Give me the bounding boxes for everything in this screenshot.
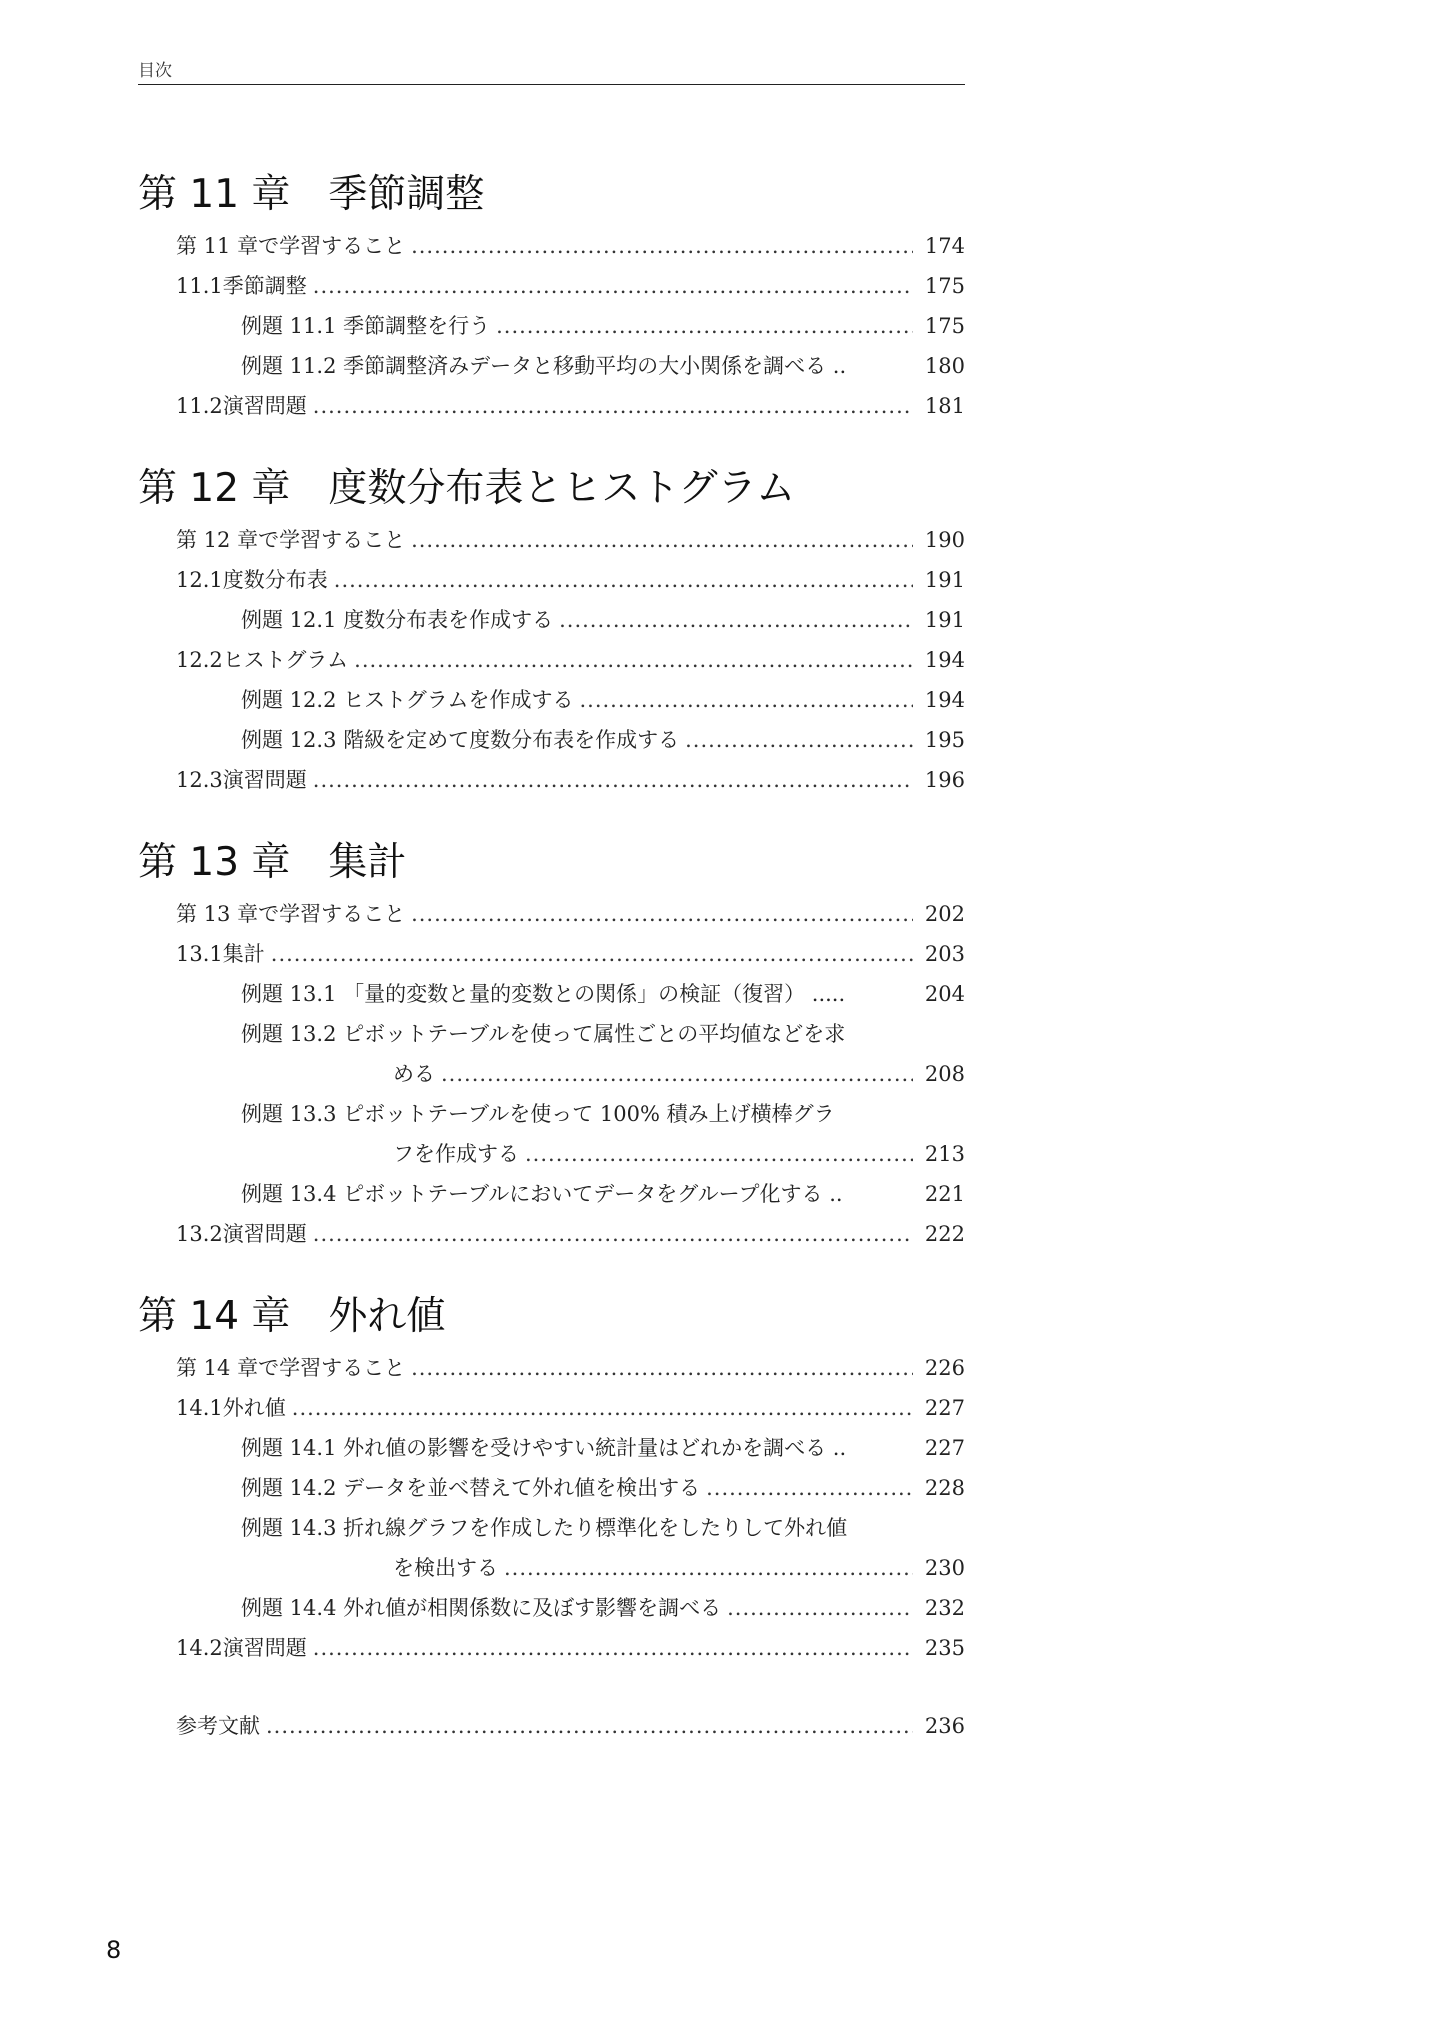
entry-page: 226 [924, 1356, 965, 1380]
toc-entry[interactable] [138, 1214, 965, 1254]
toc-entry[interactable] [138, 1628, 965, 1668]
entry-page: 194 [924, 688, 965, 712]
section-number: 14.1 [176, 1396, 223, 1420]
chapter-number: 第 14 章 [138, 1294, 291, 1339]
entry-label: 例題 14.2 データを並べ替えて外れ値を検出する [241, 1476, 701, 1500]
toc-entry[interactable] [138, 720, 965, 760]
dot-leader [266, 1706, 913, 1746]
entry-page: 208 [924, 1062, 965, 1086]
entry-label: 例題 14.4 外れ値が相関係数に及ぼす影響を調べる [241, 1596, 722, 1620]
chapter-11 [138, 170, 965, 426]
entry-label: 例題 11.1 季節調整を行う [241, 314, 491, 338]
entry-page: 203 [924, 942, 965, 966]
dot-leader [313, 1214, 913, 1254]
section-number: 12.2 [176, 648, 223, 672]
entry-label: 演習問題 [222, 1222, 307, 1246]
toc-entry[interactable] [138, 894, 965, 934]
toc-entry-line1[interactable] [138, 1094, 965, 1134]
toc-entry[interactable] [138, 1468, 965, 1508]
entry-label: 演習問題 [222, 394, 307, 418]
entry-page: 181 [924, 394, 965, 418]
dot-leader [411, 226, 913, 266]
toc-entry[interactable] [138, 640, 965, 680]
chapter-title: 度数分布表とヒストグラム [328, 466, 796, 511]
dot-leader [313, 266, 913, 306]
toc-entry[interactable] [138, 974, 965, 1014]
dot-leader [411, 520, 913, 560]
entry-page: 227 [924, 1436, 965, 1460]
entry-page: 196 [924, 768, 965, 792]
entry-label: 例題 13.3 ピボットテーブルを使って 100% 積み上げ横棒グラ [241, 1102, 835, 1126]
toc-entry-line2[interactable] [138, 1548, 965, 1588]
toc-entry-line1[interactable] [138, 1508, 965, 1548]
chapter-heading[interactable] [138, 170, 965, 220]
entry-page: 175 [924, 274, 965, 298]
entry-label: 例題 13.1 「量的変数と量的変数との関係」の検証（復習） ..... [241, 982, 846, 1006]
entry-label: ヒストグラム [222, 648, 349, 672]
toc-entry[interactable] [138, 346, 965, 386]
section-number: 12.3 [176, 768, 223, 792]
entry-label: 演習問題 [222, 1636, 307, 1660]
entry-label: 例題 13.4 ピボットテーブルにおいてデータをグループ化する .. [241, 1182, 843, 1206]
toc-entry-line1[interactable] [138, 1014, 965, 1054]
toc-entry[interactable] [138, 760, 965, 800]
entry-label: 例題 11.2 季節調整済みデータと移動平均の大小関係を調べる .. [241, 354, 847, 378]
entry-page: 227 [924, 1396, 965, 1420]
entry-label: 第 11 章で学習すること [176, 234, 406, 258]
entry-page: 195 [924, 728, 965, 752]
entry-label: 例題 12.3 階級を定めて度数分布表を作成する [241, 728, 680, 752]
section-number: 12.1 [176, 568, 223, 592]
entry-page: 221 [924, 1182, 965, 1206]
entry-label: 例題 14.1 外れ値の影響を受けやすい統計量はどれかを調べる .. [241, 1436, 847, 1460]
toc-entry[interactable] [138, 1428, 965, 1468]
dot-leader [313, 1628, 913, 1668]
entry-page: 235 [924, 1636, 965, 1660]
toc-entry-line2[interactable] [138, 1054, 965, 1094]
toc-entry[interactable] [138, 560, 965, 600]
entry-page: 191 [924, 608, 965, 632]
toc-entry[interactable] [138, 1174, 965, 1214]
entry-page: 202 [924, 902, 965, 926]
section-number: 14.2 [176, 1636, 223, 1660]
section-number: 13.1 [176, 942, 223, 966]
chapter-heading[interactable] [138, 464, 965, 514]
entry-page: 191 [924, 568, 965, 592]
dot-leader [579, 680, 913, 720]
chapter-title: 集計 [328, 840, 407, 885]
entry-page: 175 [924, 314, 965, 338]
dot-leader [706, 1468, 913, 1508]
entry-page: 232 [924, 1596, 965, 1620]
entry-label: 例題 13.2 ピボットテーブルを使って属性ごとの平均値などを求 [241, 1022, 846, 1046]
toc-entry[interactable] [138, 600, 965, 640]
dot-leader [441, 1054, 913, 1094]
entry-label: 度数分布表 [222, 568, 328, 592]
entry-page: 180 [924, 354, 965, 378]
entry-page: 174 [924, 234, 965, 258]
running-head: 目次 [138, 61, 172, 81]
entry-label: 例題 12.2 ヒストグラムを作成する [241, 688, 574, 712]
entry-page: 236 [924, 1714, 965, 1738]
entry-label: 第 12 章で学習すること [176, 528, 406, 552]
dot-leader [313, 386, 913, 426]
header-rule [138, 84, 965, 85]
dot-leader [271, 934, 913, 974]
toc-entry[interactable] [138, 1348, 965, 1388]
dot-leader [525, 1134, 913, 1174]
dot-leader [411, 894, 913, 934]
dot-leader [411, 1348, 913, 1388]
chapter-heading[interactable] [138, 1292, 965, 1342]
entry-label: 例題 14.3 折れ線グラフを作成したり標準化をしたりして外れ値 [241, 1516, 848, 1540]
dot-leader [354, 640, 913, 680]
dot-leader [504, 1548, 913, 1588]
entry-page: 194 [924, 648, 965, 672]
toc-entry-line2[interactable] [138, 1134, 965, 1174]
references-block [138, 1706, 965, 1746]
toc-entry[interactable] [138, 1588, 965, 1628]
toc-entry[interactable] [138, 266, 965, 306]
entry-label: 外れ値 [222, 1396, 286, 1420]
toc-entry[interactable] [138, 306, 965, 346]
toc-entry[interactable] [138, 520, 965, 560]
chapter-number: 第 12 章 [138, 466, 291, 511]
chapter-title: 季節調整 [328, 172, 485, 217]
chapter-heading[interactable] [138, 838, 965, 888]
toc-entry[interactable] [138, 934, 965, 974]
entry-label: 例題 12.1 度数分布表を作成する [241, 608, 554, 632]
entry-page: 222 [924, 1222, 965, 1246]
section-number: 11.2 [176, 394, 223, 418]
entry-label: 参考文献 [176, 1714, 260, 1738]
section-number: 11.1 [176, 274, 223, 298]
entry-label: 演習問題 [222, 768, 307, 792]
chapter-number: 第 13 章 [138, 840, 291, 885]
dot-leader [334, 560, 913, 600]
entry-page: 190 [924, 528, 965, 552]
page-number: 8 [106, 1936, 122, 1964]
dot-leader [313, 760, 913, 800]
entry-page: 230 [924, 1556, 965, 1580]
toc-entry[interactable] [138, 1388, 965, 1428]
table-of-contents [138, 170, 965, 1746]
chapter-title: 外れ値 [328, 1294, 446, 1339]
chapter-14 [138, 1292, 965, 1668]
dot-leader [727, 1588, 913, 1628]
entry-page: 204 [924, 982, 965, 1006]
chapter-12 [138, 464, 965, 800]
entry-label-continued: フを作成する [393, 1142, 519, 1166]
entry-page: 228 [924, 1476, 965, 1500]
entry-label-continued: を検出する [393, 1556, 498, 1580]
entry-label: 第 13 章で学習すること [176, 902, 406, 926]
chapter-number: 第 11 章 [138, 172, 291, 217]
toc-entry[interactable] [138, 680, 965, 720]
toc-entry[interactable] [138, 386, 965, 426]
dot-leader [292, 1388, 913, 1428]
section-number: 13.2 [176, 1222, 223, 1246]
dot-leader [685, 720, 913, 760]
entry-label-continued: める [393, 1062, 435, 1086]
entry-label: 第 14 章で学習すること [176, 1356, 406, 1380]
dot-leader [496, 306, 913, 346]
dot-leader [559, 600, 913, 640]
toc-entry[interactable] [138, 226, 965, 266]
entry-label: 集計 [222, 942, 265, 966]
entry-label: 季節調整 [222, 274, 307, 298]
chapter-13 [138, 838, 965, 1254]
entry-page: 213 [924, 1142, 965, 1166]
toc-entry-references[interactable] [138, 1706, 965, 1746]
